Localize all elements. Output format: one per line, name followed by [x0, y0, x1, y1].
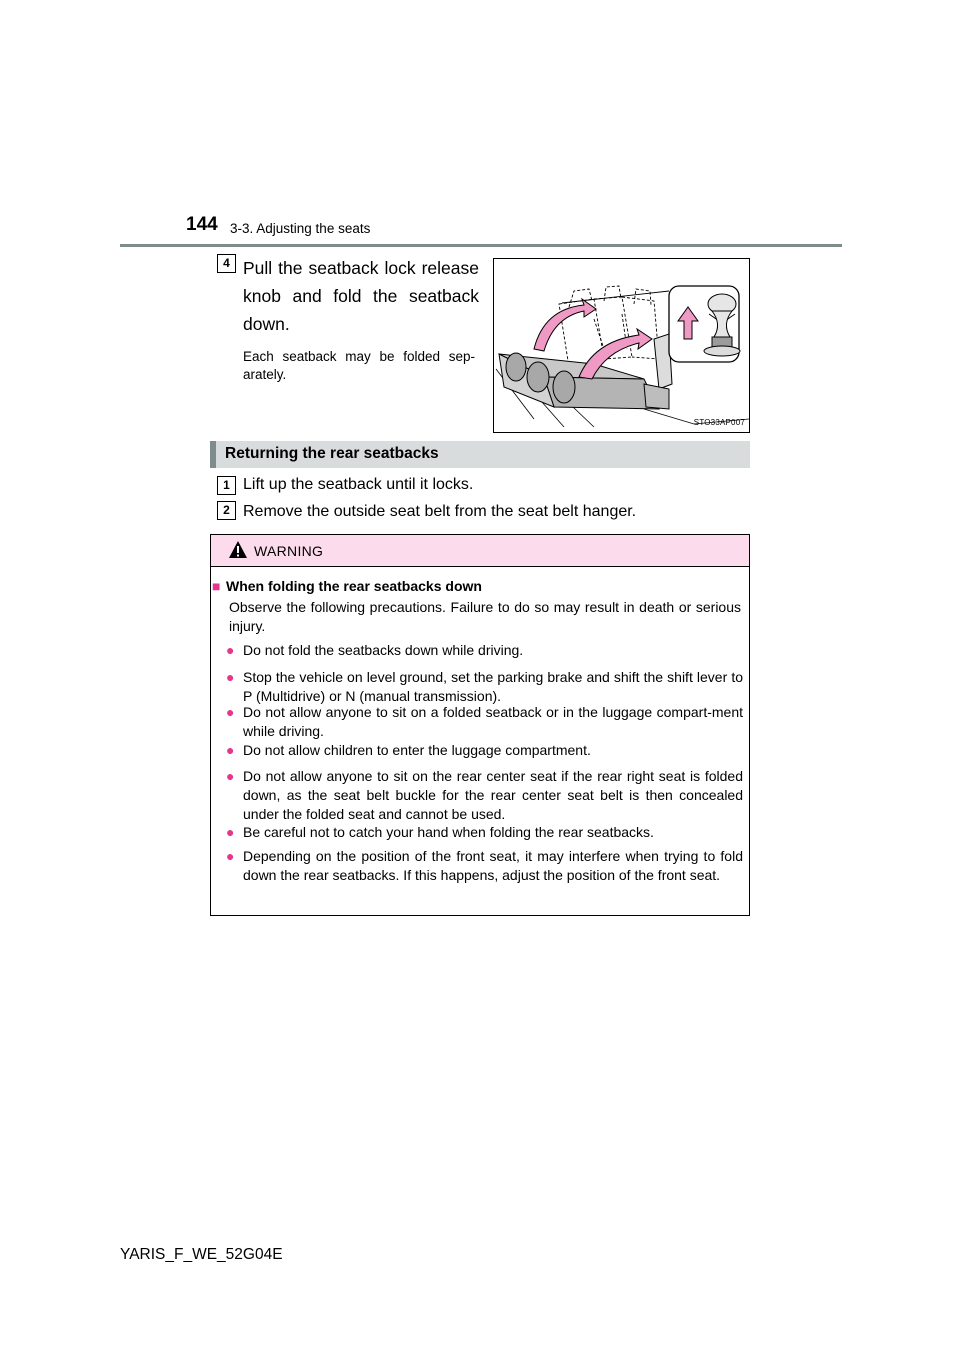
warning-bullet-3: Do not allow anyone to sit on a folded seatback or in the luggage compart-ment while driving. — [243, 704, 743, 739]
warning-heading: When folding the rear seatbacks down — [226, 578, 482, 594]
subsection-title: Returning the rear seatbacks — [225, 445, 439, 462]
warning-bullet-6: Be careful not to catch your hand when folding the rear seatbacks. — [243, 824, 654, 840]
header-rule — [120, 244, 842, 247]
warning-header — [211, 535, 749, 567]
warning-bullet-7: Depending on the position of the front seat, it may interfere when trying to fold down the rear seatbacks. If this happens, adjust the position of the front seat. — [243, 848, 743, 883]
bullet-icon: ● — [226, 768, 235, 784]
step-4-badge: 4 — [217, 254, 236, 273]
section-title: 3-3. Adjusting the seats — [230, 221, 371, 236]
bullet-icon: ● — [226, 704, 235, 720]
warning-bullet-4: Do not allow children to enter the luggage compartment. — [243, 742, 591, 758]
step-4-instruction: Pull the seatback lock release knob and fold the seatback down. — [243, 258, 479, 334]
step-2-badge: 2 — [217, 501, 236, 520]
heading-square-icon: ■ — [212, 578, 221, 594]
figure-code: STO33AP007 — [693, 418, 745, 427]
bullet-icon: ● — [226, 742, 235, 758]
step-2-text: Remove the outside seat belt from the seat belt hanger. — [243, 503, 637, 520]
rear-seat-drawing — [494, 259, 749, 432]
subsection-bar — [210, 441, 750, 468]
bullet-icon: ● — [226, 824, 235, 840]
warning-bullet-1: Do not fold the seatbacks down while driving. — [243, 642, 524, 658]
seatback-fold-illustration — [493, 258, 750, 433]
warning-intro: Observe the following precautions. Failure to do so may result in death or serious injury. — [229, 599, 741, 634]
footer-model-code: YARIS_F_WE_52G04E — [120, 1246, 283, 1263]
step-4-note: Each seatback may be folded sep-arately. — [243, 349, 475, 382]
warning-bullet-5: Do not allow anyone to sit on the rear center seat if the rear right seat is folded down, as the seat belt buckle for the rear center seat belt is then concealed under the folded seat and cannot be used. — [243, 768, 743, 822]
bullet-icon: ● — [226, 642, 235, 658]
warning-label: WARNING — [254, 543, 324, 559]
bullet-icon: ● — [226, 669, 235, 685]
bullet-icon: ● — [226, 848, 235, 864]
warning-box — [210, 534, 750, 916]
page-number: 144 — [186, 214, 218, 235]
step-1-badge: 1 — [217, 476, 236, 495]
warning-bullet-2: Stop the vehicle on level ground, set the parking brake and shift the shift lever to P (Multidrive) or N (manual transmission). — [243, 669, 743, 704]
warning-triangle-icon — [228, 540, 248, 559]
step-1-text: Lift up the seatback until it locks. — [243, 476, 474, 493]
subsection-accent — [210, 441, 216, 468]
